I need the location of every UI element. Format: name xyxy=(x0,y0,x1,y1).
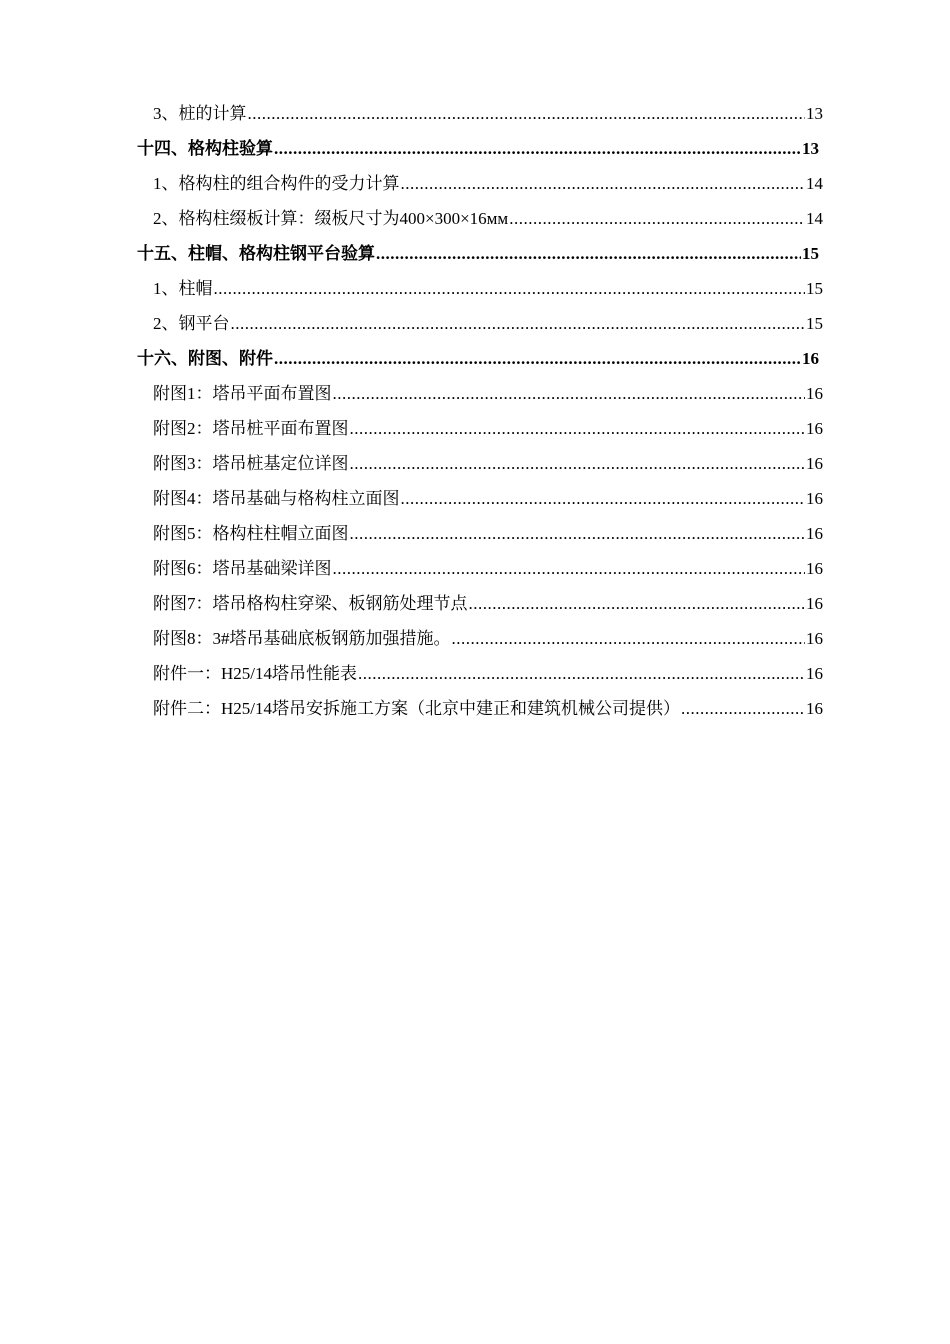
toc-page-number: 16 xyxy=(806,699,823,718)
toc-page-number: 16 xyxy=(806,559,823,578)
toc-page-number: 16 xyxy=(806,664,823,683)
toc-entry-label: 2、钢平台 xyxy=(153,314,230,333)
dot-leader xyxy=(350,446,806,481)
dot-leader xyxy=(274,131,801,166)
dot-leader xyxy=(401,481,806,516)
toc-entry-label: 附图5：格构柱柱帽立面图 xyxy=(153,524,349,543)
toc-page-number: 13 xyxy=(806,104,823,123)
toc-entry-label: 附图3：塔吊桩基定位详图 xyxy=(153,454,349,473)
toc-entry-pile-calculation[interactable] xyxy=(137,96,823,131)
toc-entry-steel-platform[interactable] xyxy=(137,306,823,341)
toc-page-number: 15 xyxy=(806,314,823,333)
dot-leader xyxy=(469,586,806,621)
dot-leader xyxy=(214,271,806,306)
toc-section-lattice-column-check[interactable] xyxy=(137,131,823,166)
dot-leader xyxy=(248,96,806,131)
toc-entry-label: 1、格构柱的组合构件的受力计算 xyxy=(153,174,400,193)
toc-entry-figure-7[interactable] xyxy=(137,586,823,621)
toc-entry-label: 3、桩的计算 xyxy=(153,104,247,123)
toc-entry-figure-1[interactable] xyxy=(137,376,823,411)
toc-entry-figure-8[interactable] xyxy=(137,621,823,656)
toc-entry-attachment-1[interactable] xyxy=(137,656,823,691)
toc-entry-attachment-2[interactable] xyxy=(137,691,823,726)
toc-entry-label: 附图2：塔吊桩平面布置图 xyxy=(153,419,349,438)
dot-leader xyxy=(358,656,805,691)
toc-entry-batten-plate-calculation[interactable] xyxy=(137,201,823,236)
toc-page-number: 14 xyxy=(806,209,823,228)
toc-entry-label: 附图8：3#塔吊基础底板钢筋加强措施。 xyxy=(153,629,451,648)
dot-leader xyxy=(333,376,806,411)
toc-entry-label: 十四、格构柱验算 xyxy=(137,139,273,158)
toc-page-number: 16 xyxy=(806,629,823,648)
toc-entry-figure-3[interactable] xyxy=(137,446,823,481)
toc-page-number: 16 xyxy=(806,524,823,543)
toc-entry-figure-2[interactable] xyxy=(137,411,823,446)
dot-leader xyxy=(509,201,805,236)
toc-entry-composite-member-force[interactable] xyxy=(137,166,823,201)
dot-leader xyxy=(350,411,806,446)
toc-page-number: 16 xyxy=(802,349,819,368)
toc-entry-figure-6[interactable] xyxy=(137,551,823,586)
toc-page-number: 13 xyxy=(802,139,819,158)
toc-entry-label: 附图4：塔吊基础与格构柱立面图 xyxy=(153,489,400,508)
dot-leader xyxy=(376,236,801,271)
table-of-contents xyxy=(137,96,823,726)
toc-entry-label: 附图6：塔吊基础梁详图 xyxy=(153,559,332,578)
toc-entry-label: 十五、柱帽、格构柱钢平台验算 xyxy=(137,244,375,263)
toc-entry-figure-4[interactable] xyxy=(137,481,823,516)
toc-page-number: 16 xyxy=(806,594,823,613)
toc-section-column-cap-platform-check[interactable] xyxy=(137,236,823,271)
toc-entry-label: 附件二：H25/14塔吊安拆施工方案（北京中建正和建筑机械公司提供） xyxy=(153,699,680,718)
toc-entry-figure-5[interactable] xyxy=(137,516,823,551)
toc-entry-label: 2、格构柱缀板计算：缀板尺寸为400×300×16мм xyxy=(153,209,509,228)
toc-page-number: 16 xyxy=(806,489,823,508)
toc-entry-label: 1、柱帽 xyxy=(153,279,213,298)
toc-page-number: 15 xyxy=(806,279,823,298)
dot-leader xyxy=(274,341,801,376)
dot-leader xyxy=(333,551,806,586)
toc-section-appendix[interactable] xyxy=(137,341,823,376)
toc-page-number: 14 xyxy=(806,174,823,193)
toc-page-number: 15 xyxy=(802,244,819,263)
toc-entry-label: 附图1：塔吊平面布置图 xyxy=(153,384,332,403)
dot-leader xyxy=(401,166,806,201)
toc-page-number: 16 xyxy=(806,454,823,473)
dot-leader xyxy=(681,691,805,726)
toc-page-number: 16 xyxy=(806,419,823,438)
toc-page-number: 16 xyxy=(806,384,823,403)
dot-leader xyxy=(350,516,806,551)
dot-leader xyxy=(231,306,806,341)
toc-entry-label: 附件一：H25/14塔吊性能表 xyxy=(153,664,357,683)
dot-leader xyxy=(452,621,806,656)
toc-entry-label: 附图7：塔吊格构柱穿梁、板钢筋处理节点 xyxy=(153,594,468,613)
toc-entry-column-cap[interactable] xyxy=(137,271,823,306)
toc-entry-label: 十六、附图、附件 xyxy=(137,349,273,368)
